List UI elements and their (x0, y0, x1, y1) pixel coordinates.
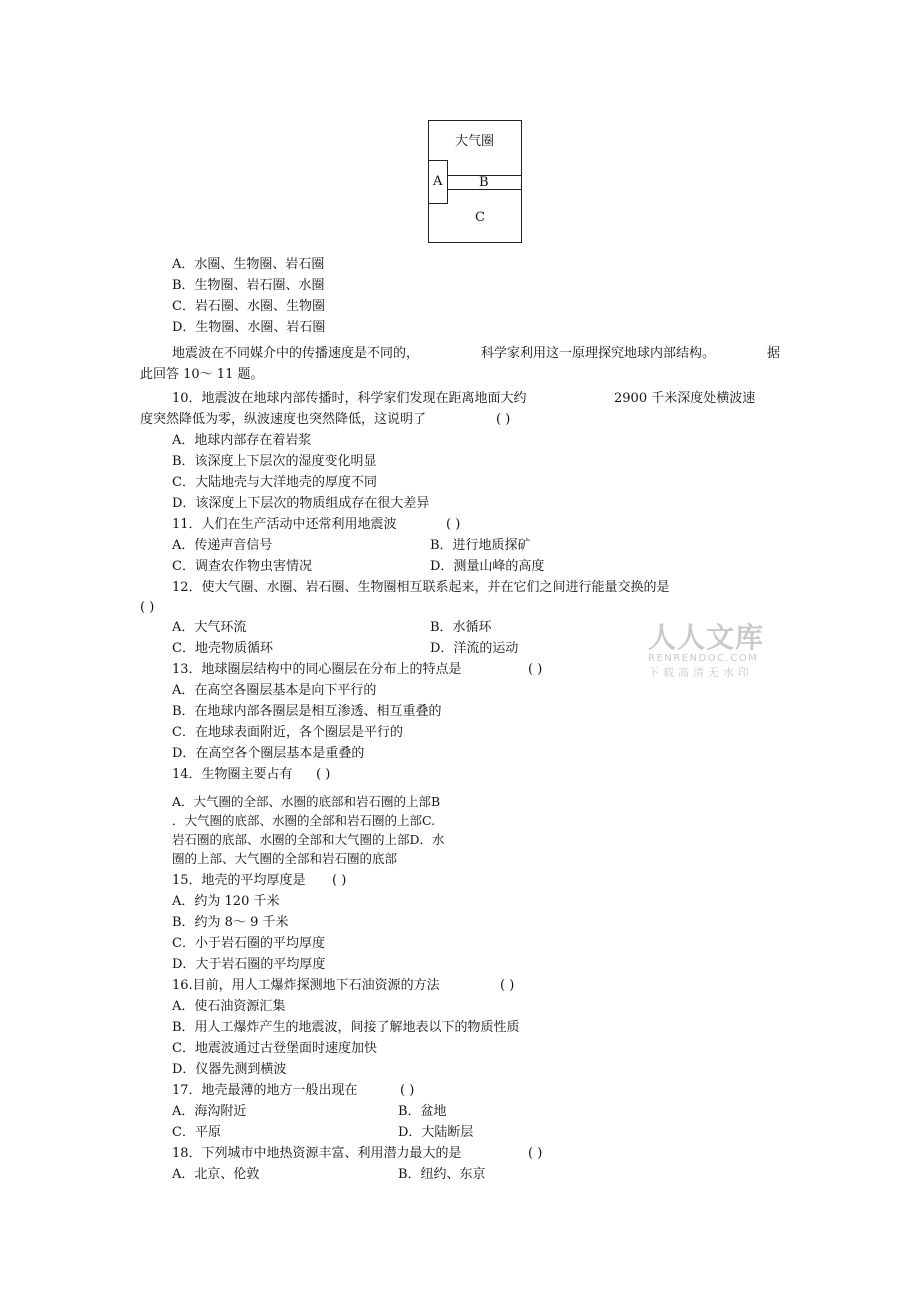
watermark-domain: RENRENDOC.COM (648, 653, 759, 664)
q9-option-b: B．生物圈、岩石圈、水圈 (172, 278, 325, 293)
q10-option-a: A．地球内部存在着岩浆 (172, 433, 312, 448)
q15-paren: ( ) (332, 873, 347, 888)
q14-line-4: 圈的上部、大气圈的全部和岩石圈的底部 (172, 851, 398, 866)
q9-option-c: C．岩石圈、水圈、生物圈 (172, 299, 325, 314)
q12-option-c: C．地壳物质循环 (172, 641, 273, 656)
q13-option-d: D．在高空各个圈层基本是重叠的 (172, 746, 365, 761)
q14-line-3: 岩石圈的底部、水圈的全部和大气圈的上部D．水 (172, 832, 445, 847)
q10-stem-line1: 10．地震波在地球内部传播时，科学家们发现在距离地面大约 (172, 391, 527, 406)
q11-option-c: C．调查农作物虫害情况 (172, 559, 312, 574)
q14-line-2: ．大气圈的底部、水圈的全部和岩石圈的上部C. (172, 813, 436, 828)
diagram-label-b: B (479, 175, 489, 190)
intro-line1-part1: 地震波在不同媒介中的传播速度是不同的， (172, 346, 420, 361)
q11-stem: 11．人们在生产活动中还常利用地震波 (172, 517, 397, 532)
q12-option-d: D．洋流的运动 (430, 641, 519, 656)
q12-paren: ( ) (140, 600, 155, 615)
diagram-band-b (447, 175, 521, 190)
watermark-title: 人人文库 (648, 621, 765, 654)
q10-option-c: C．大陆地壳与大洋地壳的厚度不同 (172, 475, 377, 490)
q9-option-a: A．水圈、生物圈、岩石圈 (172, 257, 325, 272)
q15-option-b: B．约为 8～ 9 千米 (172, 915, 289, 930)
diagram-box-a (428, 160, 448, 204)
q13-option-a: A．在高空各圈层基本是向下平行的 (172, 683, 377, 698)
q18-option-b: B．纽约、东京 (398, 1167, 486, 1182)
q17-option-b: B．盆地 (398, 1104, 447, 1119)
q10-stem-line2: 度突然降低为零，纵波速度也突然降低，这说明了 (140, 412, 427, 427)
q16-option-d: D．仪器先测到横波 (172, 1062, 287, 1077)
q10-paren: ( ) (496, 412, 511, 427)
q11-option-d: D．测量山峰的高度 (430, 559, 545, 574)
q17-option-c: C．平原 (172, 1125, 221, 1140)
q15-option-c: C．小于岩石圈的平均厚度 (172, 936, 325, 951)
q10-stem-line1-end: 2900 千米深度处横波速 (614, 391, 756, 406)
q13-stem: 13．地球圈层结构中的同心圈层在分布上的特点是 (172, 662, 462, 677)
watermark-tagline: 下载高清无水印 (648, 666, 753, 679)
q16-option-c: C．地震波通过古登堡面时速度加快 (172, 1041, 377, 1056)
q17-stem: 17．地壳最薄的地方一般出现在 (172, 1083, 358, 1098)
q18-paren: ( ) (528, 1146, 543, 1161)
q13-paren: ( ) (528, 662, 543, 677)
q12-stem: 12．使大气圈、水圈、岩石圈、生物圈相互联系起来，并在它们之间进行能量交换的是 (172, 580, 670, 595)
q11-option-a: A．传递声音信号 (172, 538, 273, 553)
q15-stem: 15．地壳的平均厚度是 (172, 873, 306, 888)
intro-line1-part3: 据 (767, 346, 781, 361)
intro-line2: 此回答 10～ 11 题。 (140, 367, 264, 382)
diagram-label-atmosphere: 大气圈 (455, 134, 495, 149)
q11-option-b: B．进行地质探矿 (430, 538, 531, 553)
q14-line-1: A．大气圈的全部、水圈的底部和岩石圈的上部B (172, 794, 441, 809)
q12-option-a: A．大气环流 (172, 620, 247, 635)
q9-option-d: D．生物圈、水圈、岩石圈 (172, 320, 326, 335)
q13-option-c: C．在地球表面附近，各个圈层是平行的 (172, 725, 403, 740)
q16-paren: ( ) (500, 978, 515, 993)
q12-option-b: B．水循环 (430, 620, 492, 635)
q16-option-a: A．使石油资源汇集 (172, 999, 286, 1014)
q10-option-b: B．该深度上下层次的湿度变化明显 (172, 454, 377, 469)
diagram-label-c: C (475, 210, 485, 225)
intro-line1-part2: 科学家利用这一原理探究地球内部结构。 (481, 346, 716, 361)
q18-option-a: A．北京、伦敦 (172, 1167, 260, 1182)
q11-paren: ( ) (446, 517, 461, 532)
q10-option-d: D．该深度上下层次的物质组成存在很大差异 (172, 496, 430, 511)
q17-option-d: D．大陆断层 (398, 1125, 474, 1140)
q15-option-a: A．约为 120 千米 (172, 894, 280, 909)
diagram-label-a: A (433, 174, 443, 189)
q16-stem: 16.目前，用人工爆炸探测地下石油资源的方法 (172, 978, 440, 993)
q13-option-b: B．在地球内部各圈层是相互渗透、相互重叠的 (172, 704, 442, 719)
q17-option-a: A．海沟附近 (172, 1104, 247, 1119)
watermark (648, 621, 765, 679)
earth-sphere-diagram (428, 120, 522, 243)
q14-paren: ( ) (316, 767, 331, 782)
q14-stem: 14．生物圈主要占有 (172, 767, 293, 782)
q18-stem: 18．下列城市中地热资源丰富、利用潜力最大的是 (172, 1146, 462, 1161)
q17-paren: ( ) (400, 1083, 415, 1098)
q16-option-b: B．用人工爆炸产生的地震波，间接了解地表以下的物质性质 (172, 1020, 520, 1035)
q15-option-d: D．大于岩石圈的平均厚度 (172, 957, 326, 972)
